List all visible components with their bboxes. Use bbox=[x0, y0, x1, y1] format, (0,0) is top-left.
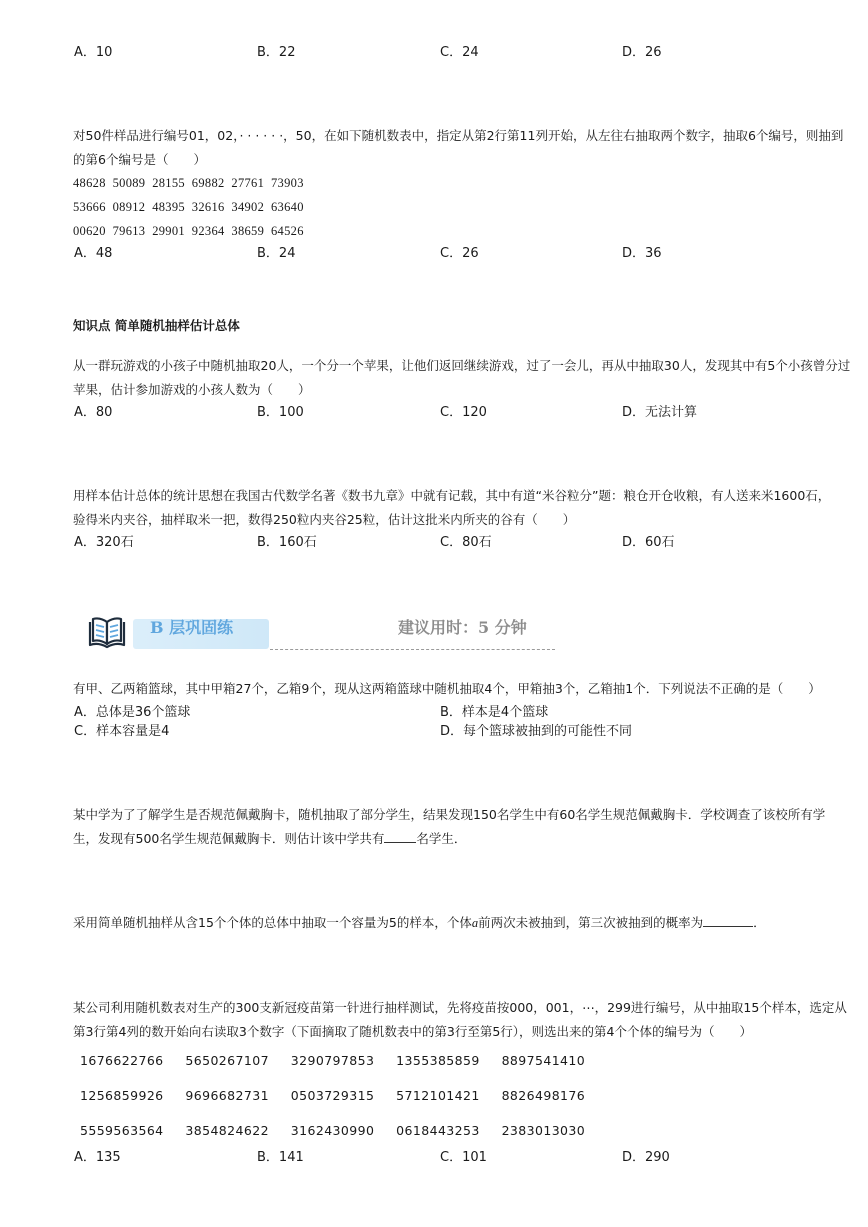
book-icon bbox=[86, 614, 128, 656]
banner-divider bbox=[270, 649, 555, 650]
q6-stem-line1: 某中学为了了解学生是否规范佩戴胸卡，随机抽取了部分学生，结果发现150名学生中有60名学生规范佩戴胸卡．学校调查了该校所有学 bbox=[73, 807, 826, 822]
q5-stem: 有甲、乙两箱篮球，其中甲箱27个，乙箱9个，现从这两箱篮球中随机抽取4个，甲箱抽3个，乙箱抽1个．下列说法不正确的是（ ） bbox=[73, 681, 821, 696]
q3-stem-line2: 苹果，估计参加游戏的小孩人数为（ ） bbox=[73, 382, 311, 397]
q2-stem-line1: 对50件样品进行编号01，02，· · · · · ·，50，在如下随机数表中，指定从第2行第11列开始，从左往右抽取两个数字，抽取6个编号，则抽到 bbox=[73, 128, 844, 143]
q1-option-a: A．10 bbox=[74, 45, 113, 60]
q8-stem-line2: 第3行第4列的数开始向右读取3个数字（下面摘取了随机数表中的第3行至第5行），则选出来的第4个个体的编号为（ ） bbox=[73, 1024, 752, 1039]
q2-option-c: C．26 bbox=[440, 246, 479, 261]
q8-option-d: D．290 bbox=[622, 1150, 670, 1165]
q2-table-row: 48628 50089 28155 69882 27761 73903 bbox=[73, 176, 304, 190]
q3-stem-line1: 从一群玩游戏的小孩子中随机抽取20人，一个分一个苹果，让他们返回继续游戏，过了一会儿，再从中抽取30人，发现其中有5个小孩曾分过 bbox=[73, 358, 851, 373]
q8-option-a: A．135 bbox=[74, 1150, 121, 1165]
q5-option-c: C．样本容量是4 bbox=[74, 724, 170, 739]
q1-option-d: D．26 bbox=[622, 45, 662, 60]
q2-option-a: A．48 bbox=[74, 246, 113, 261]
q7-stem: 采用简单随机抽样从含15个个体的总体中抽取一个容量为5的样本，个体a前两次未被抽到，第三次被抽到的概率为 ． bbox=[73, 911, 766, 935]
q8-table-row: 5559563564 3854824622 3162430990 0618443253 2383013030 bbox=[80, 1123, 586, 1138]
q8-option-c: C．101 bbox=[440, 1150, 487, 1165]
q8-stem-line1: 某公司利用随机数表对生产的300支新冠疫苗第一针进行抽样测试，先将疫苗按000，001，⋯，299进行编号，从中抽取15个样本，选定从 bbox=[73, 1000, 847, 1015]
q6-stem-line2: 生，发现有500名学生规范佩戴胸卡．则估计该中学共有 名学生． bbox=[73, 827, 466, 851]
section-title: 知识点 简单随机抽样估计总体 bbox=[73, 318, 240, 333]
q4-option-d: D．60石 bbox=[622, 535, 675, 550]
q7-answer-blank bbox=[703, 912, 753, 927]
q2-table-row: 53666 08912 48395 32616 34902 63640 bbox=[73, 200, 304, 214]
q8-option-b: B．141 bbox=[257, 1150, 304, 1165]
q5-option-b: B．样本是4个篮球 bbox=[440, 705, 549, 720]
q2-option-b: B．24 bbox=[257, 246, 296, 261]
q3-option-a: A．80 bbox=[74, 405, 113, 420]
q4-option-c: C．80石 bbox=[440, 535, 492, 550]
q8-table-row: 1256859926 9696682731 0503729315 5712101421 8826498176 bbox=[80, 1088, 586, 1103]
q5-option-d: D．每个篮球被抽到的可能性不同 bbox=[440, 724, 633, 739]
q2-table-row: 00620 79613 29901 92364 38659 64526 bbox=[73, 224, 304, 238]
banner-suggested-time: 建议用时：5 分钟 bbox=[398, 618, 527, 637]
q4-option-b: B．160石 bbox=[257, 535, 317, 550]
q3-option-c: C．120 bbox=[440, 405, 487, 420]
banner-title: B 层巩固练 bbox=[150, 618, 234, 637]
q6-answer-blank bbox=[384, 828, 416, 843]
q1-option-c: C．24 bbox=[440, 45, 479, 60]
q1-option-b: B．22 bbox=[257, 45, 296, 60]
q2-option-d: D．36 bbox=[622, 246, 662, 261]
q4-option-a: A．320石 bbox=[74, 535, 134, 550]
q8-table-row: 1676622766 5650267107 3290797853 1355385859 8897541410 bbox=[80, 1053, 586, 1068]
q4-stem-line1: 用样本估计总体的统计思想在我国古代数学名著《数书九章》中就有记载，其中有道“米谷粒分”题：粮仓开仓收粮，有人送来米1600石， bbox=[73, 488, 831, 503]
q2-stem-line2: 的第6个编号是（ ） bbox=[73, 152, 206, 167]
q3-option-d: D．无法计算 bbox=[622, 405, 698, 420]
q3-option-b: B．100 bbox=[257, 405, 304, 420]
q4-stem-line2: 验得米内夹谷，抽样取米一把，数得250粒内夹谷25粒，估计这批米内所夹的谷有（ ） bbox=[73, 512, 576, 527]
q5-option-a: A．总体是36个篮球 bbox=[74, 705, 191, 720]
q7-variable-a: a bbox=[471, 916, 479, 930]
